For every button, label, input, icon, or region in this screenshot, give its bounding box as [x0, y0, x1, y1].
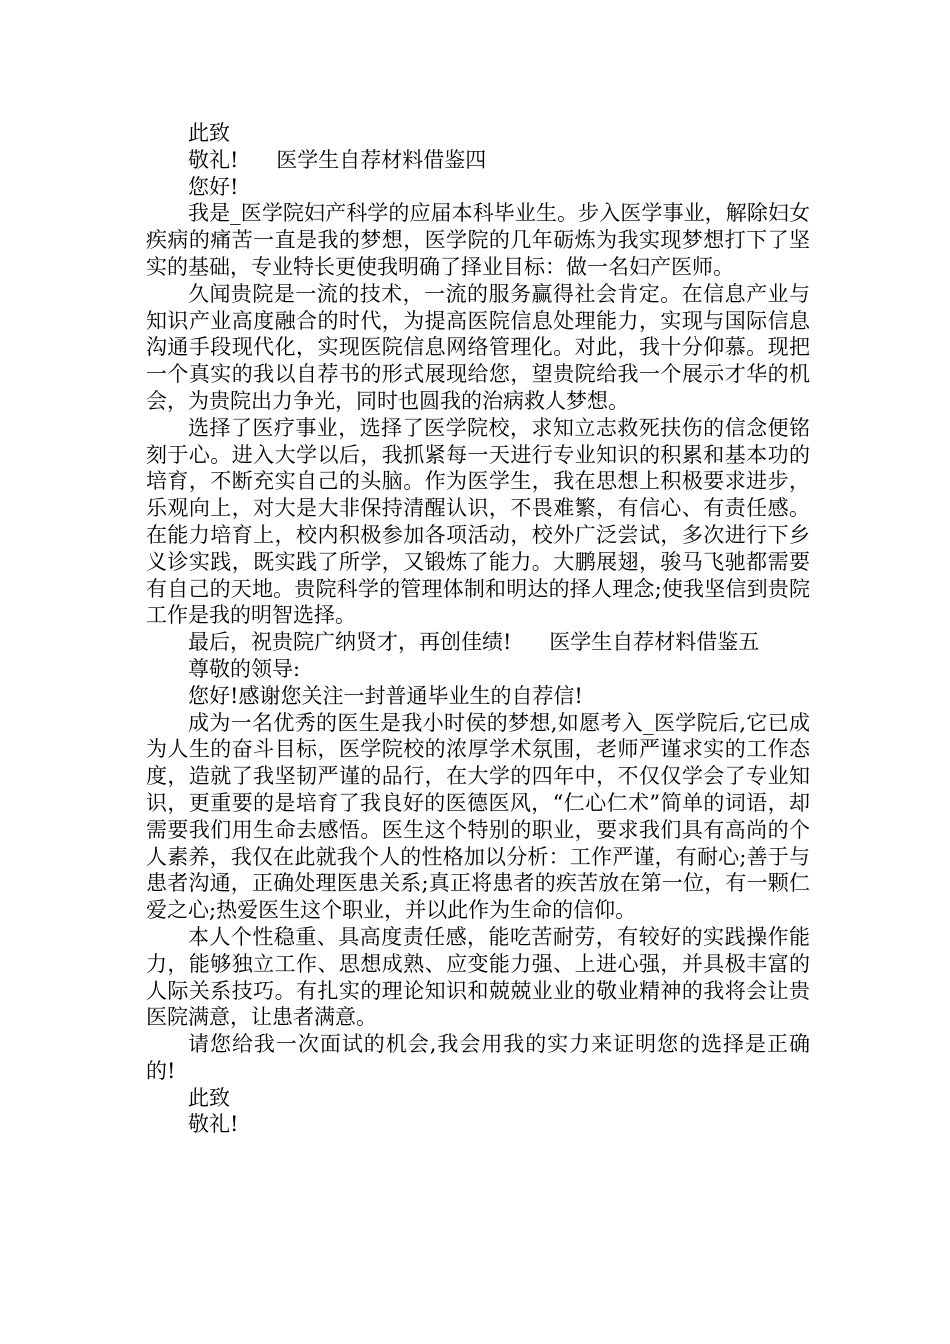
final-wish-line [146, 629, 810, 656]
closing-line-1: 此致 [188, 1085, 230, 1110]
final-wish: 最后，祝贵院广纳贤才，再创佳绩! [188, 630, 512, 655]
salutation: 尊敬的领导: [188, 656, 301, 681]
closing-line-2: 敬礼! [188, 1112, 239, 1137]
closing-salute: 敬礼! [188, 147, 239, 172]
greeting: 您好!感谢您关注一封普通毕业生的自荐信! [188, 683, 583, 708]
paragraph: 请您给我一次面试的机会,我会用我的实力来证明您的选择是正确的! [146, 1032, 810, 1083]
section-title-5: 医学生自荐材料借鉴五 [549, 630, 760, 655]
paragraph: 久闻贵院是一流的技术，一流的服务赢得社会肯定。在信息产业与知识产业高度融合的时代，为提高医院信息处理能力，实现与国际信息沟通手段现代化，实现医院信息网络管理化。对此，我十分仰慕。现把一个真实的我以自荐书的形式展现给您，望贵院给我一个展示才华的机会，为贵院出力争光，同时也圆我的治病救人梦想。 [146, 281, 810, 413]
paragraph: 成为一名优秀的医生是我小时侯的梦想,如愿考入_医学院后,它已成为人生的奋斗目标，医学院校的浓厚学术氛围，老师严谨求实的工作态度，造就了我坚韧严谨的品行，在大学的四年中，不仅仅学会了专业知识，更重要的是培育了我良好的医德医风，“仁心仁术”简单的词语，却需要我们用生命去感悟。医生这个特别的职业，要求我们具有高尚的个人素养，我仅在此就我个人的性格加以分析：工作严谨，有耐心;善于与患者沟通，正确处理医患关系;真正将患者的疾苦放在第一位，有一颗仁爱之心;热爱医生这个职业，并以此作为生命的信仰。 [146, 710, 810, 923]
closing-line-2 [146, 147, 810, 174]
closing-line-1: 此致 [188, 121, 230, 145]
paragraph: 选择了医疗事业，选择了医学院校，求知立志救死扶伤的信念便铭刻于心。进入大学以后，我抓紧每一天进行专业知识的积累和基本功的培育，不断充实自己的头脑。作为医学生，我在思想上积极要求进步，乐观向上，对大是大非保持清醒认识，不畏难繁，有信心、有责任感。在能力培育上，校内积极参加各项活动，校外广泛尝试，多次进行下乡义诊实践，既实践了所学，又锻炼了能力。大鹏展翅，骏马飞驰都需要有自己的天地。贵院科学的管理体制和明达的择人理念;使我坚信到贵院工作是我的明智选择。 [146, 415, 810, 628]
paragraph: 本人个性稳重、具高度责任感，能吃苦耐劳，有较好的实践操作能力，能够独立工作、思想成熟、应变能力强、上进心强，并具极丰富的人际关系技巧。有扎实的理论知识和兢兢业业的敬业精神的我将会让贵医院满意，让患者满意。 [146, 924, 810, 1030]
paragraph: 我是_医学院妇产科学的应届本科毕业生。步入医学事业，解除妇女疾病的痛苦一直是我的梦想，医学院的几年砺炼为我实现梦想打下了坚实的基础，专业特长更使我明确了择业目标：做一名妇产医师。 [146, 201, 810, 279]
document-page [146, 120, 810, 1138]
section-title-4: 医学生自荐材料借鉴四 [276, 147, 487, 172]
greeting: 您好! [188, 174, 239, 199]
